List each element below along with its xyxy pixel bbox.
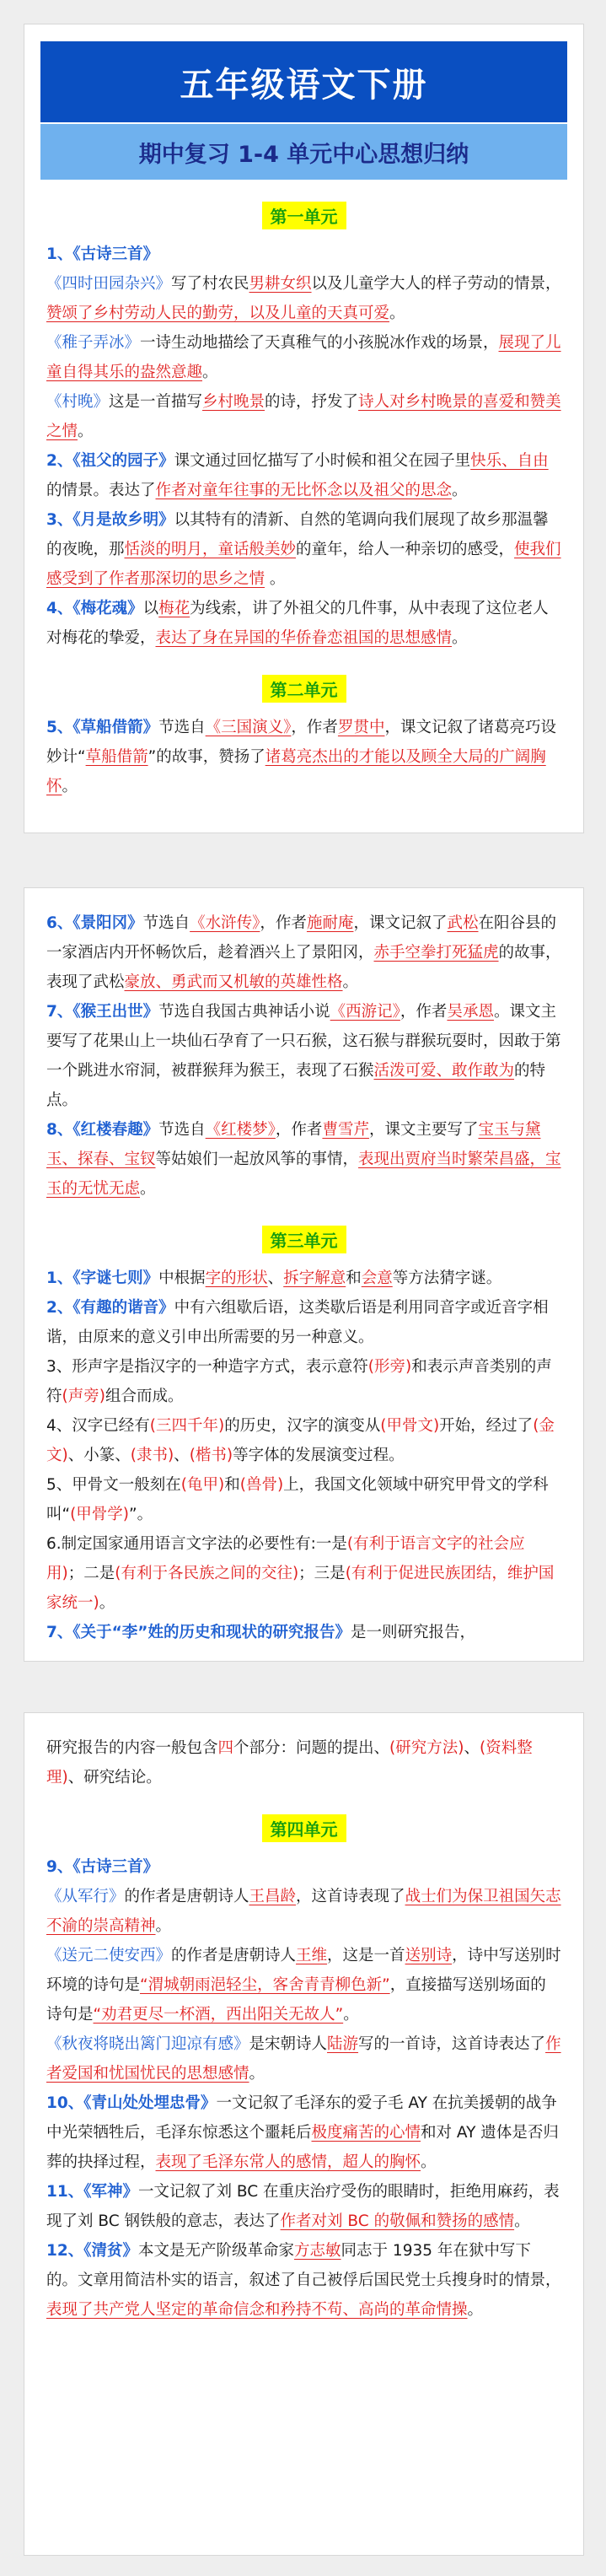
card-body: [24, 713, 583, 801]
item-10: 10、《青山处处埋忠骨》一文记叙了毛泽东的爱子毛 AY 在抗美援朝的战争中光荣牺牲后，毛泽东惊悉这个噩耗后极度痛苦的心情和对 AY 遗体是否归葬的抉择过程，表现了毛泽东常人的感情，超人的胸怀。: [46, 2094, 559, 2171]
item-6: 6、《景阳冈》节选自《水浒传》，作者施耐庵，课文记叙了武松在阳谷县的一家酒店内开怀畅饮后，趁着酒兴上了景阳冈，赤手空拳打死猛虎的故事，表现了武松豪放、勇武而又机敏的英雄性格。: [46, 914, 561, 991]
card-units-2-3: [24, 887, 584, 1662]
item-zhizi: 《稚子弄冰》一诗生动地描绘了天真稚气的小孩脱冰作戏的场景，展现了儿童自得其乐的盎然意趣。: [46, 334, 561, 381]
item-8: 8、《红楼春趣》节选自《红楼梦》，作者曹雪芹，课文主要写了宝玉与黛玉、探春、宝钗等姑娘们一起放风筝的事情，表现出贾府当时繁荣昌盛，宝玉的无忧无虑。: [46, 1121, 561, 1198]
item-congjunxing: 《从军行》的作者是唐朝诗人王昌龄，这首诗表现了战士们为保卫祖国矢志不渝的崇高精神。: [46, 1888, 561, 1935]
card-body: [24, 240, 583, 653]
item-cunwan: 《村晚》这是一首描写乡村晚景的诗，抒发了诗人对乡村晚景的喜爱和赞美之情。: [46, 393, 561, 440]
item-1-heading: 1、《古诗三首》: [46, 245, 159, 263]
card-unit-4: [24, 1712, 584, 2556]
unit-heading-1: 第一单元: [262, 202, 346, 229]
item-songyuaner: 《送元二使安西》的作者是唐朝诗人王维，这是一首送别诗，诗中写送别时环境的诗句是“渭城朝雨浥轻尘，客舍青青柳色新”，直接描写送别场面的诗句是“劝君更尽一杯酒，西出阳关无故人”。: [46, 1947, 561, 2024]
unit-heading-3: 第三单元: [262, 1226, 346, 1253]
item-3: 3、《月是故乡明》以其特有的清新、自然的笔调向我们展现了故乡那温馨的夜晚，那恬淡的明月，童话般美妙的童年，给人一种亲切的感受，使我们感受到了作者那深切的思乡之情 。: [46, 511, 561, 588]
item-u3-3: 3、形声字是指汉字的一种造字方式，表示意符(形旁)和表示声音类别的声符(声旁)组合而成。: [46, 1358, 552, 1405]
item-sishi: 《四时田园杂兴》写了村农民男耕女织以及儿童学大人的样子劳动的情景，赞颂了乡村劳动人民的勤劳，以及儿童的天真可爱。: [46, 275, 561, 322]
page-title: 五年级语文下册: [40, 41, 567, 122]
item-u3-2: 2、《有趣的谐音》中有六组歇后语，这类歇后语是利用同音字或近音字相谐，由原来的意义引申出所需要的另一种意义。: [46, 1299, 549, 1346]
item-11: 11、《军神》一文记叙了刘 BC 在重庆治疗受伤的眼睛时，拒绝用麻药，表现了刘 BC 钢铁般的意志，表达了作者对刘 BC 的敬佩和赞扬的感情。: [46, 2183, 560, 2230]
card-body: [24, 1852, 583, 2325]
item-4: 4、《梅花魂》以梅花为线索，讲了外祖父的几件事，从中表现了这位老人对梅花的挚爱，表达了身在异国的华侨眷恋祖国的思想感情。: [46, 600, 549, 647]
item-qiuye: 《秋夜将晓出篱门迎凉有感》是宋朝诗人陆游写的一首诗，这首诗表达了作者爱国和忧国忧民的思想感情。: [46, 2035, 561, 2083]
item-12: 12、《清贫》本文是无产阶级革命家方志敏同志于 1935 年在狱中写下的。文章用简洁朴实的语言，叙述了自己被俘后国民党士兵搜身时的情景，表现了共产党人坚定的革命信念和矜持不苟、高尚的革命情操。: [46, 2242, 561, 2319]
unit-heading-2: 第二单元: [262, 675, 346, 703]
card-body: [24, 908, 583, 1204]
item-9-heading: 9、《古诗三首》: [46, 1858, 159, 1876]
item-u3-4: 4、汉字已经有(三四千年)的历史，汉字的演变从(甲骨文)开始，经过了(金文)、小篆、(隶书)、(楷书)等字体的发展演变过程。: [46, 1417, 555, 1464]
item-u3-7-cont: 研究报告的内容一般包含四个部分：问题的提出、(研究方法)、(资料整理)、研究结论。: [46, 1739, 533, 1786]
card-units-1-2: [24, 24, 584, 833]
page-subtitle: 期中复习 1-4 单元中心思想归纳: [40, 124, 567, 180]
item-u3-1: 1、《字谜七则》中根据字的形状、拆字解意和会意等方法猜字谜。: [46, 1269, 502, 1287]
card-body: [24, 1733, 583, 1792]
item-5: 5、《草船借箭》节选自《三国演义》，作者罗贯中，课文记叙了诸葛亮巧设妙计“草船借箭”的故事，赞扬了诸葛亮杰出的才能以及顾全大局的广阔胸怀。: [46, 719, 556, 795]
unit-heading-4: 第四单元: [262, 1814, 346, 1842]
item-7: 7、《猴王出世》节选自我国古典神话小说《西游记》，作者吴承恩。课文主要写了花果山上一块仙石孕育了一只石猴，这石猴与群猴玩耍时，因敢于第一个跳进水帘洞，被群猴拜为猴王，表现了石猴活泼可爱、敢作敢为的特点。: [46, 1003, 561, 1109]
item-u3-5: 5、甲骨文一般刻在(龟甲)和(兽骨)上，我国文化领域中研究甲骨文的学科叫“(甲骨学)”。: [46, 1476, 549, 1523]
item-u3-6: 6.制定国家通用语言文字法的必要性有:一是(有利于语言文字的社会应用)；二是(有利于各民族之间的交往)；三是(有利于促进民族团结，维护国家统一)。: [46, 1535, 555, 1612]
item-u3-7: 7、《关于“李”姓的历史和现状的研究报告》是一则研究报告，: [46, 1624, 475, 1641]
card-body: [24, 1264, 583, 1647]
item-2: 2、《祖父的园子》课文通过回忆描写了小时候和祖父在园子里快乐、自由的情景。表达了作者对童年往事的无比怀念以及祖父的思念。: [46, 452, 549, 499]
